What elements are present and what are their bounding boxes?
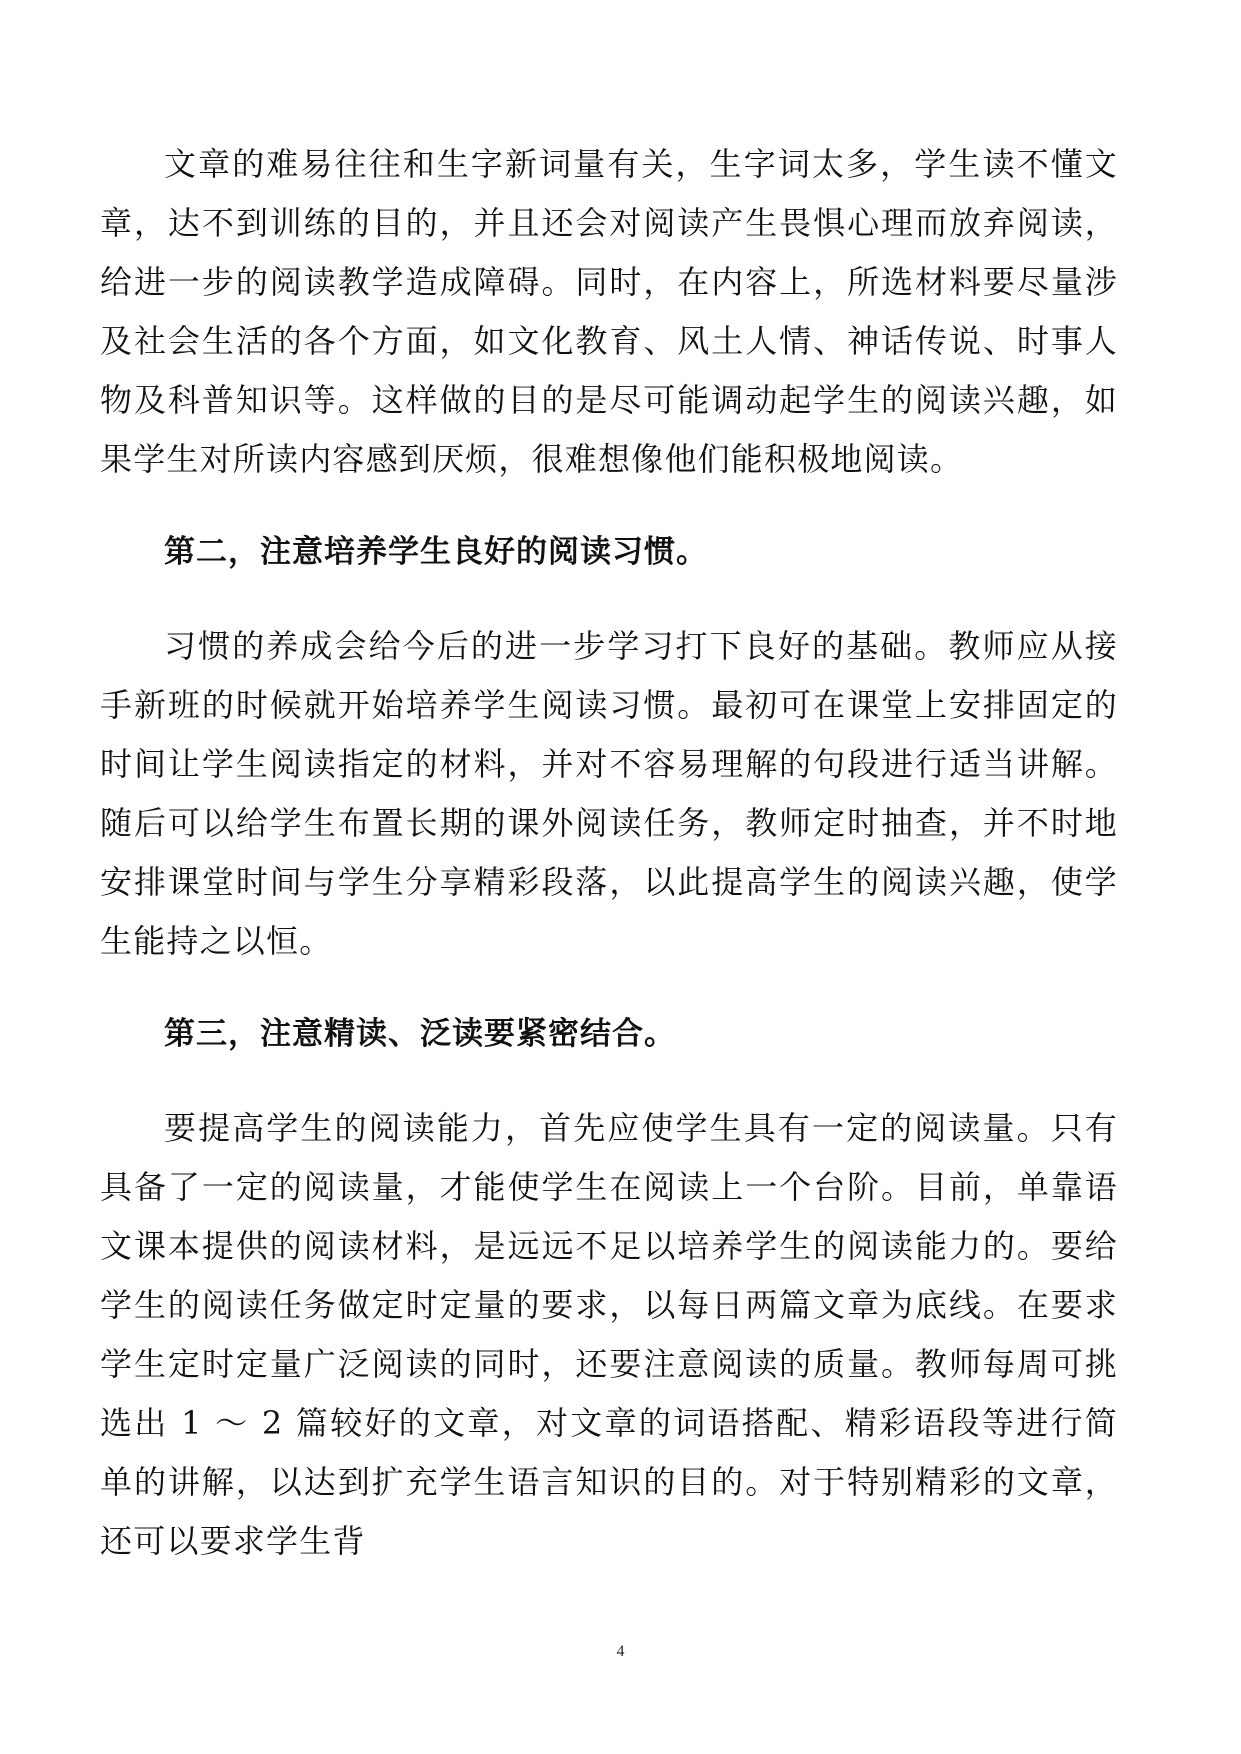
page-number: 4 [616, 1643, 625, 1660]
paragraph-habits: 习惯的养成会给今后的进一步学习打下良好的基础。教师应从接手新班的时候就开始培养学生阅读习惯。最初可在课堂上安排固定的时间让学生阅读指定的材料，并对不容易理解的句段进行适当讲解。随后可以给学生布置长期的课外阅读任务，教师定时抽查，并不时地安排课堂时间与学生分享精彩段落，以此提高学生的阅读兴趣，使学生能持之以恒。 [100, 627, 1118, 960]
page-body [100, 135, 1118, 1571]
heading-reading-habits: 第二，注意培养学生良好的阅读习惯。 [164, 534, 708, 570]
paragraph-reading-volume: 要提高学生的阅读能力，首先应使学生具有一定的阅读量。只有具备了一定的阅读量，才能使学生在阅读上一个台阶。目前，单靠语文课本提供的阅读材料，是远远不足以培养学生的阅读能力的。要给学生的阅读任务做定时定量的要求，以每日两篇文章为底线。在要求学生定时定量广泛阅读的同时，还要注意阅读的质量。教师每周可挑选出 1 ～ 2 篇较好的文章，对文章的词语搭配、精彩语段等进行简单的讲解，以达到扩充学生语言知识的目的。对于特别精彩的文章，还可以要求学生背 [100, 1109, 1118, 1560]
heading-intensive-extensive: 第三，注意精读、泛读要紧密结合。 [164, 1016, 676, 1052]
paragraph-difficulty: 文章的难易往往和生字新词量有关，生字词太多，学生读不懂文章，达不到训练的目的，并且还会对阅读产生畏惧心理而放弃阅读，给进一步的阅读教学造成障碍。同时，在内容上，所选材料要尽量涉及社会生活的各个方面，如文化教育、风土人情、神话传说、时事人物及科普知识等。这样做的目的是尽可能调动起学生的阅读兴趣，如果学生对所读内容感到厌烦，很难想像他们能积极地阅读。 [100, 145, 1118, 478]
